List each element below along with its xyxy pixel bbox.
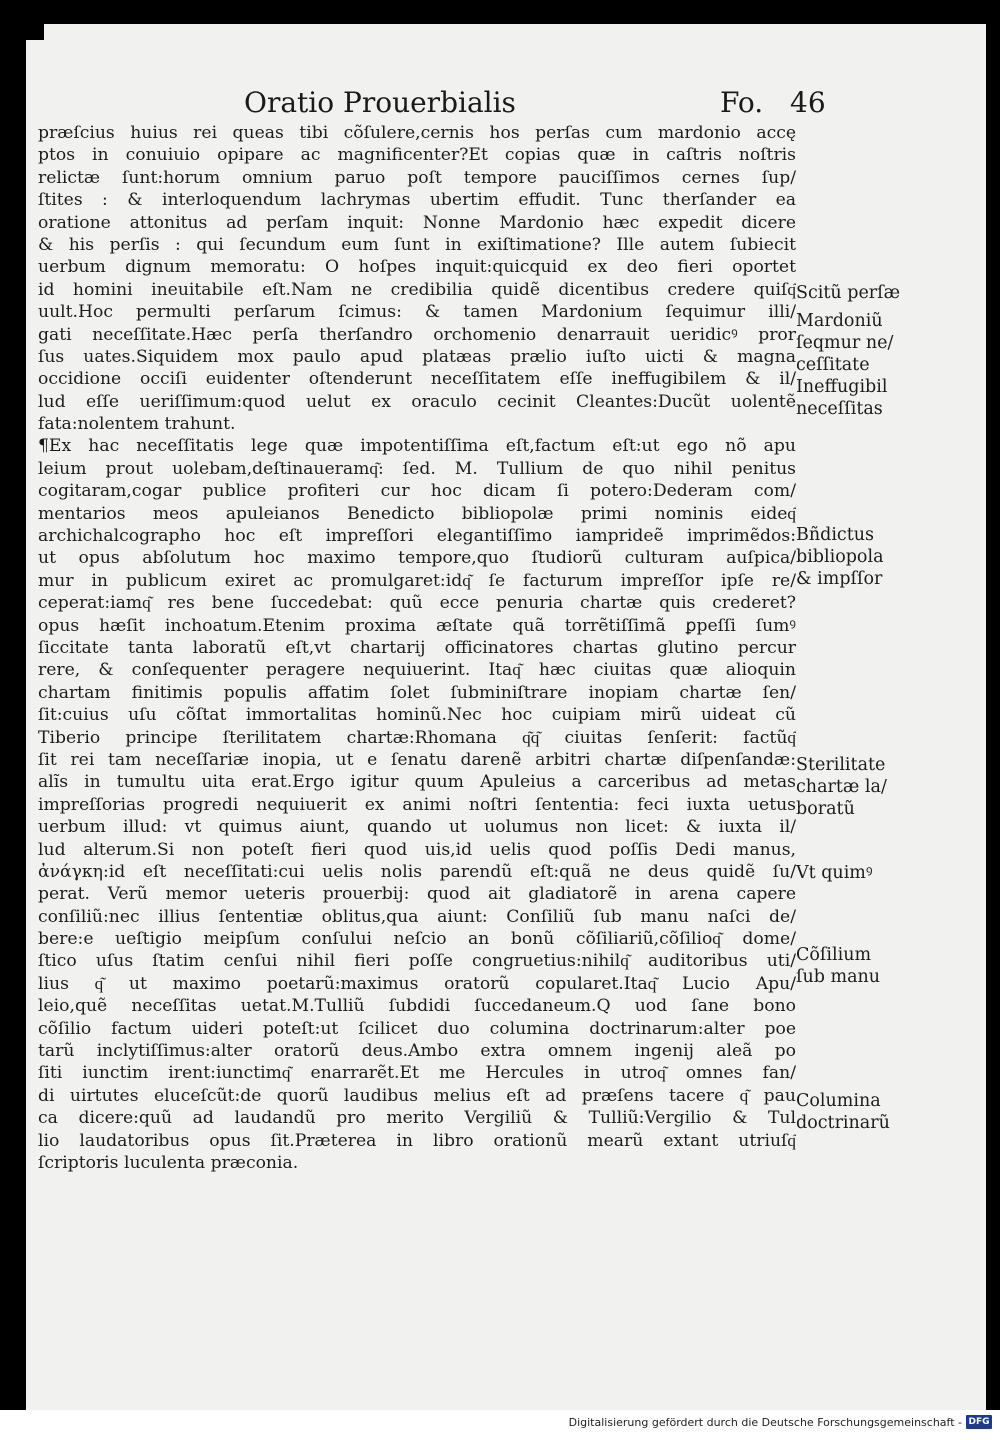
text-line: chartam finitimis populis affatim ſolet ſubminiſtrare inopiam chartæ ſen/ bbox=[38, 682, 796, 703]
text-line: cõſilio factum uideri poteſt:ut ſcilicet duo columina doctrinarum:alter poe bbox=[38, 1018, 796, 1039]
text-line: opus hæſit inchoatum.Etenim proxima æſtate quã torrẽtiſſimã ꝑpeſſi ſumꝰ bbox=[38, 615, 796, 636]
text-line: præſcius huius rei queas tibi cõſulere,cernis hos perſas cum mardonio accę bbox=[38, 123, 796, 143]
margin-note-line: Columina bbox=[796, 1091, 881, 1111]
margin-note bbox=[796, 754, 946, 820]
text-line: leium prout uolebam,deſtinaueramq͂: ſed. M. Tullium de quo nihil penitus bbox=[38, 458, 796, 479]
text-line: ſit rei tam neceſſariæ inopia, ut e ſenatu darenẽ arbitri chartæ diſpenſandæ: bbox=[38, 749, 796, 770]
dfg-logo: DFG bbox=[966, 1415, 992, 1429]
text-line: ἀνάγκη:id eſt neceſſitati:cui uelis nolis parendũ eſt:quã ne deus quidẽ ſu/ bbox=[38, 861, 796, 882]
text-line: ceperat:iamq͂ res bene ſuccedebat: quũ ecce penuria chartæ quis crederet? bbox=[38, 593, 796, 614]
margin-note-line: boratũ bbox=[796, 799, 855, 819]
text-line: uerbum illud: vt quimus aiunt, quando ut uolumus non licet: & iuxta il/ bbox=[38, 817, 796, 838]
main-text-block bbox=[38, 122, 796, 1174]
folio-number: 46 bbox=[790, 86, 826, 119]
margin-note-line: Bñdictus bbox=[796, 525, 875, 545]
text-line: alĩs in tumultu uita erat.Ergo igitur quum Apuleius a carceribus ad metas bbox=[38, 772, 796, 793]
text-line: perat. Verũ memor ueteris prouerbij: quod ait gladiatorẽ in arena capere bbox=[38, 884, 796, 905]
text-line: rere, & conſequenter peragere nequiuerint. Itaq͂ hæc ciuitas quæ alioquin bbox=[38, 660, 796, 681]
margin-note-line: Sterilitate bbox=[796, 755, 886, 775]
text-line: impreſſorias progredi nequiuerit ex animi noſtri ſententia: feci iuxta uetus bbox=[38, 794, 796, 815]
text-line: ptos in conuiuio opipare ac magnificenter?Et copias quæ in caſtris noſtris bbox=[38, 145, 796, 166]
folio-label: Fo. bbox=[720, 86, 764, 119]
margin-note bbox=[796, 376, 946, 420]
margin-note-line: Ineffugibil bbox=[796, 377, 888, 397]
text-line: gati neceſſitate.Hæc perſa therſandro orchomenio denarrauit ueridicꝰ pror bbox=[38, 324, 796, 345]
margin-note-line: ſeqmur ne/ bbox=[796, 333, 894, 353]
margin-note-line: & impſſor bbox=[796, 569, 883, 589]
text-line: ca dicere:quũ ad laudandũ pro merito Vergiliũ & Tulliũ:Vergilio & Tul bbox=[38, 1108, 796, 1129]
text-line: ſiccitate tanta laboratũ eſt,vt chartarij officinatores chartas glutino percur bbox=[38, 637, 796, 658]
text-line: lio laudatoribus opus ſit.Præterea in libro orationũ mearũ extant utriuſq͂ bbox=[38, 1130, 796, 1151]
text-line: ſcriptoris luculenta præconia. bbox=[38, 1152, 299, 1173]
margin-note bbox=[796, 282, 946, 304]
margin-note-line: Mardoniũ bbox=[796, 311, 883, 331]
scan-corner-bar bbox=[26, 24, 44, 40]
text-line: ſus uates.Siquidem mox paulo apud platæas prælio iuſto uicti & magna bbox=[38, 346, 796, 367]
margin-note-line: neceſſitas bbox=[796, 399, 883, 419]
text-line: conſiliũ:nec illius ſententiæ oblitus,qua aiunt: Conſiliũ ſub manu naſci de/ bbox=[38, 906, 796, 927]
text-line: uerbum dignum memoratu: O hoſpes inquit:quicquid ex deo fieri oportet bbox=[38, 257, 796, 278]
margin-note bbox=[796, 310, 946, 376]
running-title: Oratio Prouerbialis bbox=[244, 86, 516, 119]
text-line: relictæ ſunt:horum omnium paruo poſt tempore pauciſſimos cernes ſup/ bbox=[38, 167, 796, 188]
text-line: bere:e ueſtigio meipſum conſului neſcio an bonũ cõſiliariũ,cõſilioq͂ dome/ bbox=[38, 929, 796, 950]
book-page bbox=[26, 24, 986, 1430]
text-line: Tiberio principe ſterilitatem chartæ:Rhomana q͂q͂ ciuitas ſenſerit: factũq͂ bbox=[38, 727, 796, 748]
text-line: & his perſis : qui ſecundum eum ſunt in exiſtimatione? Ille autem ſubiecit bbox=[38, 234, 796, 255]
text-line: ſit:cuius uſu cõſtat immortalitas hominũ.Nec hoc cuipiam mirũ uideat cũ bbox=[38, 705, 796, 726]
margin-note-line: Scitũ perſæ bbox=[796, 283, 901, 303]
text-line: occidione occiſi euidenter oſtenderunt neceſſitatem eſſe ineffugibilem & il/ bbox=[38, 369, 796, 390]
text-line: leio,quẽ neceſſitas uetat.M.Tulliũ ſubdidi ſuccedaneum.Q uod ſane bono bbox=[38, 996, 796, 1017]
text-line: mentarios meos apuleianos Benedicto bibliopolæ primi nominis eideq͂ bbox=[38, 503, 796, 524]
margin-note-line: Vt quimꝰ bbox=[796, 863, 873, 883]
footer-bar bbox=[0, 1410, 1000, 1440]
text-line: ſtites : & interloquendum lachrymas ubertim effudit. Tunc therſander ea bbox=[38, 190, 796, 211]
margin-note-line: ſub manu bbox=[796, 967, 881, 987]
margin-note-line: chartæ la/ bbox=[796, 777, 887, 797]
margin-note-line: bibliopola bbox=[796, 547, 884, 567]
text-line: archichalcographo hoc eſt impreſſori elegantiſſimo iamprideẽ imprimẽdos: bbox=[38, 526, 796, 547]
margin-note-line: ceſſitate bbox=[796, 355, 870, 375]
text-line: oratione attonitus ad perſam inquit: Nonne Mardonio hæc expedit dicere bbox=[38, 212, 796, 233]
margin-note bbox=[796, 524, 946, 590]
margin-note bbox=[796, 944, 946, 988]
text-line: lud alterum.Si non poteſt fieri quod uis,id uelis quod poſſis Dedi manus, bbox=[38, 839, 796, 860]
text-line: cogitaram,cogar publice profiteri cur hoc dicam ſi potero:Dederam com/ bbox=[38, 481, 796, 502]
margin-note-line: Cõſilium bbox=[796, 945, 872, 965]
text-line: id homini ineuitabile eſt.Nam ne credibilia quidẽ dicentibus credere quiſq͂ bbox=[38, 279, 796, 300]
text-line: lud eſſe ueriſſimum:quod uelut ex oraculo cecinit Cleantes:Ducũt uolentẽ bbox=[38, 391, 796, 412]
text-line: ſiti iunctim irent:iunctimq͂ enarrarẽt.Et me Hercules in utroq͂ omnes fan/ bbox=[38, 1063, 796, 1084]
text-line: lius q͂ ut maximo poetarũ:maximus oratorũ copularet.Itaq͂ Lucio Apu/ bbox=[38, 973, 796, 994]
text-line: ut opus abſolutum hoc maximo tempore,quo ſtudiorũ culturam auſpica/ bbox=[38, 548, 796, 569]
text-line: fata:nolentem trahunt. bbox=[38, 414, 236, 435]
text-line: di uirtutes eluceſcũt:de quorũ laudibus melius eſt ad præſens tacere q͂ pau bbox=[38, 1085, 796, 1106]
margin-note bbox=[796, 1090, 946, 1134]
margin-note bbox=[796, 862, 946, 884]
text-line: ¶Ex hac neceſſitatis lege quæ impotentiſſima eſt,factum eſt:ut ego nõ apu bbox=[38, 436, 796, 457]
text-line: tarũ inclytiſſimus:alter oratorũ deus.Ambo extra omnem ingenij aleã po bbox=[38, 1041, 796, 1062]
text-line: mur in publicum exiret ac promulgaret:idq͂ ſe facturum impreſſor ipſe re/ bbox=[38, 570, 796, 591]
funding-notice: Digitalisierung gefördert durch die Deutsche Forschungsgemeinschaft - bbox=[568, 1416, 962, 1429]
text-line: uult.Hoc permulti perſarum ſcimus: & tamen Mardonium ſequimur illi/ bbox=[38, 302, 796, 323]
text-line: ſtico uſus ſtatim cenſui nihil fieri poſſe congruetius:nihilq͂ auditoribus uti/ bbox=[38, 951, 796, 972]
margin-note-line: doctrinarũ bbox=[796, 1113, 890, 1133]
